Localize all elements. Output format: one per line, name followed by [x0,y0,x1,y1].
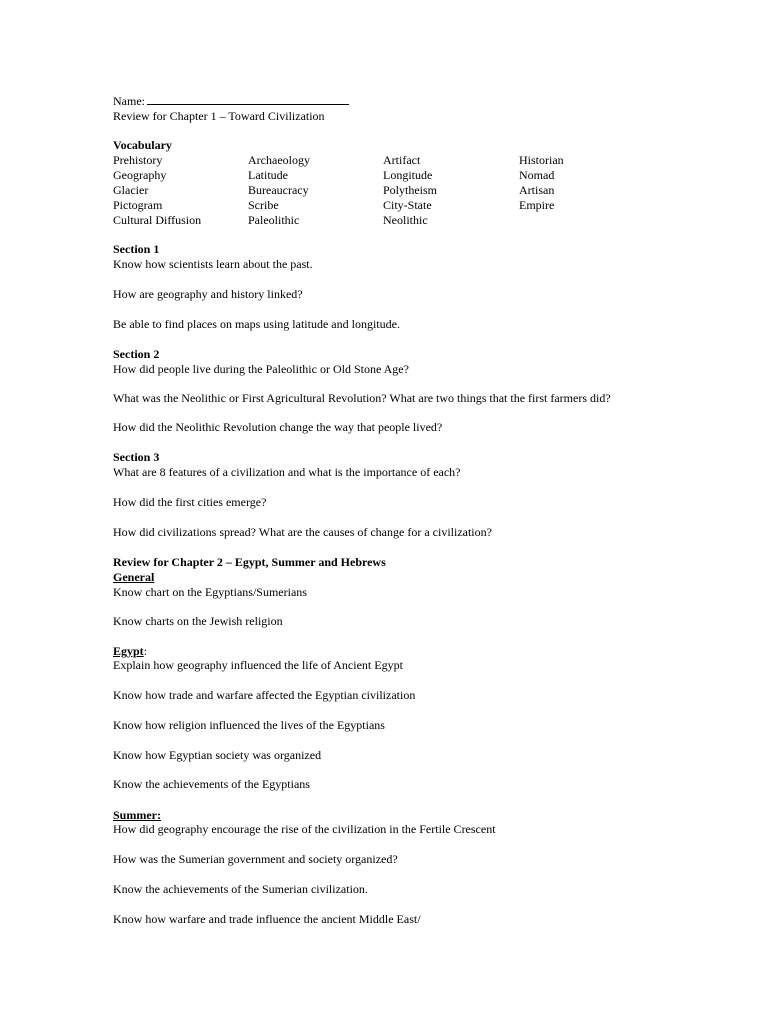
name-blank [147,95,349,105]
vocab-term: Pictogram [113,198,163,212]
vocab-term: Scribe [248,198,279,212]
summer-item: How was the Sumerian government and society organized? [113,852,398,866]
egypt-item: Explain how geography influenced the life of Ancient Egypt [113,658,403,672]
section-3-item: How did the first cities emerge? [113,495,267,509]
summer-item: Know the achievements of the Sumerian civilization. [113,882,368,896]
summer-item: Know how warfare and trade influence the ancient Middle East/ [113,912,421,926]
section-1-heading: Section 1 [113,242,160,256]
section-3-item: How did civilizations spread? What are the causes of change for a civilization? [113,525,492,539]
section-2-item: What was the Neolithic or First Agricultural Revolution? What are two things that the first farmers did? [113,391,611,405]
vocab-term: Paleolithic [248,213,300,227]
section-1-item: Be able to find places on maps using latitude and longitude. [113,317,400,331]
vocab-term: City-State [383,198,432,212]
name-label: Name: [113,94,145,108]
section-2-item: How did people live during the Paleolithic or Old Stone Age? [113,362,409,376]
document-title: Review for Chapter 1 – Toward Civilization [113,109,325,123]
egypt-item: Know how religion influenced the lives of the Egyptians [113,718,385,732]
vocab-term: Glacier [113,183,149,197]
egypt-heading-suffix: : [143,644,148,658]
name-line [113,94,349,109]
vocab-term: Nomad [519,168,555,182]
vocab-term: Neolithic [383,213,428,227]
section-1-item: How are geography and history linked? [113,287,303,301]
chapter-2-heading: Review for Chapter 2 – Egypt, Summer and Hebrews [113,555,386,569]
vocab-term: Polytheism [383,183,438,197]
section-3-heading: Section 3 [113,450,160,464]
general-item: Know charts on the Jewish religion [113,614,283,628]
vocab-term: Historian [519,153,564,167]
vocab-term: Geography [113,168,167,182]
egypt-heading: Egypt [113,644,144,658]
vocab-term: Archaeology [248,153,310,167]
section-2-item: How did the Neolithic Revolution change the way that people lived? [113,420,443,434]
egypt-item: Know how Egyptian society was organized [113,748,322,762]
vocab-term: Longitude [383,168,433,182]
vocabulary-heading: Vocabulary [113,138,172,152]
vocab-term: Artifact [383,153,421,167]
vocab-term: Artisan [519,183,555,197]
general-item: Know chart on the Egyptians/Sumerians [113,585,307,599]
section-2-heading: Section 2 [113,347,160,361]
general-heading: General [113,570,155,584]
section-1-item: Know how scientists learn about the past. [113,257,313,271]
vocab-term: Prehistory [113,153,163,167]
section-3-item: What are 8 features of a civilization and what is the importance of each? [113,465,461,479]
vocab-term: Empire [519,198,555,212]
vocab-term: Cultural Diffusion [113,213,202,227]
vocab-term: Bureaucracy [248,183,309,197]
summer-heading: Summer: [113,808,161,822]
vocab-term: Latitude [248,168,288,182]
egypt-item: Know the achievements of the Egyptians [113,777,310,791]
summer-item: How did geography encourage the rise of the civilization in the Fertile Crescent [113,822,496,836]
egypt-heading-line [113,644,147,659]
egypt-item: Know how trade and warfare affected the Egyptian civilization [113,688,416,702]
